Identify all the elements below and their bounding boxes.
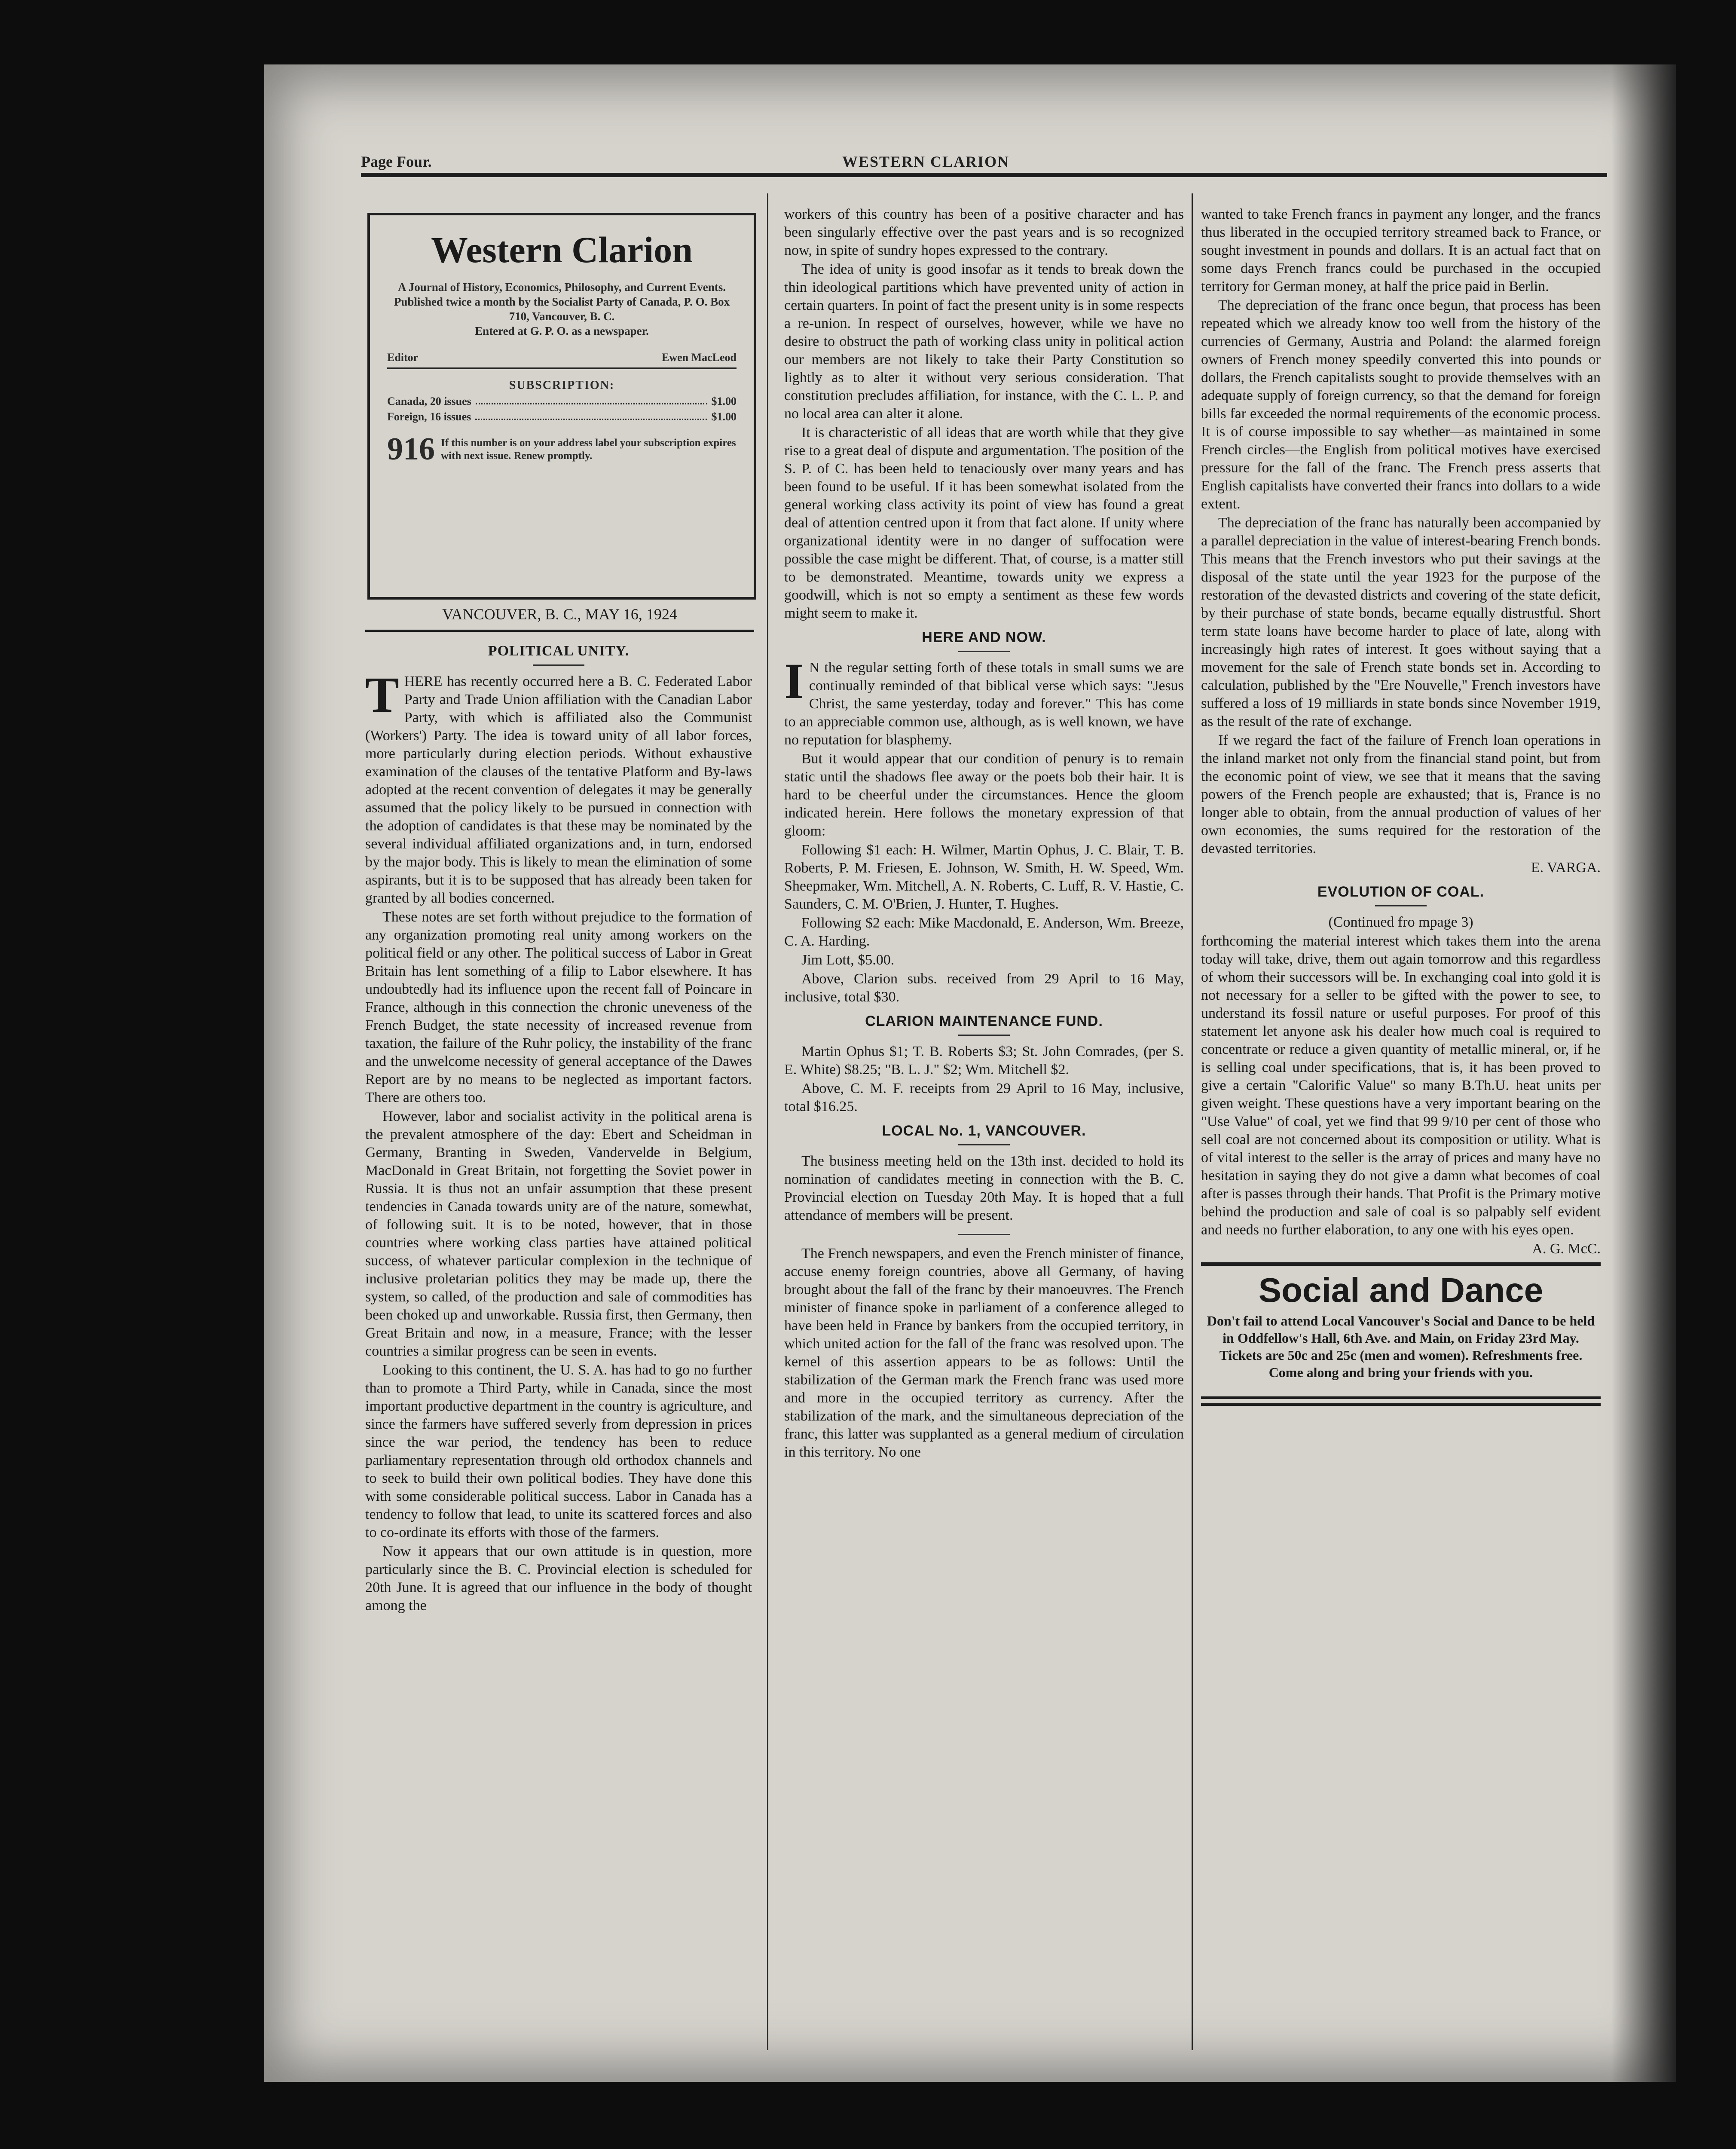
heading-rule [533,664,584,666]
renewal-notice-text: If this number is on your address label your subscription expires with next issue. Renew promptly. [441,437,736,462]
article-paragraph: These notes are set forth without prejudice to the formation of any organization promoting real unity among workers on the political field or any other. The political success of Labor in Great Britain has lent something of a filip to Labor elsewhere. It has undoubtedly had its influence upon the recent fall of Poincare in France, although in this connection the chronic uneveness of the French Budget, the state necessity of increased revenue from taxation, the failure of the Ruhr policy, the instability of the franc and the unwelcome necessity of general acceptance of the Dawes Report are by no means to be neglected as important factors. There are others too. [365,909,752,1105]
rate-label: Canada, 20 issues [387,395,471,407]
drop-cap: T [365,667,399,723]
running-head [361,153,1676,170]
masthead-subtitle: A Journal of History, Economics, Philosophy, and Current Events. [397,281,726,294]
newspaper-page [264,64,1676,2082]
editor-name: Ewen MacLeod [661,351,737,364]
article-heading-here-and-now: HERE AND NOW. [922,629,1046,646]
article-signature: E. VARGA. [1531,860,1601,876]
subscription-heading: SUBSCRIPTION: [509,379,615,392]
masthead-title: Western Clarion [431,229,693,270]
masthead-publisher: Published twice a month by the Socialist Party of Canada, P. O. Box 710, Vancouver, B. C. [394,295,730,323]
masthead-box [367,213,756,600]
dot-leader [475,410,707,420]
section-rule [1201,1396,1601,1406]
article-paragraph: It is characteristic of all ideas that are worth while that they give rise to a great deal of dispute and argumentation. The position of the S. P. of C. has been held to tenaciously over many years and has been found to be useful. If it has been somewhat isolated from the general working class activity its point of view has found a great deal of attention centred upon it from that fact alone. If unity where organizational identity were in no danger of suffocation were possible the case might be different. That, of course, is a matter still to be demonstrated. Meantime, towards unity we express a goodwill, which is not so empty a sentiment as these few words might seem to make it. [784,425,1184,621]
article-paragraph: Now it appears that our own attitude is in question, more particularly since the B. C. Provincial election is scheduled for 20th June. It is agreed that our influence in the body of thought among the [365,1543,752,1613]
social-dance-notice: Don't fail to attend Local Vancouver's Social and Dance to be held in Oddfellow's Hall, 6th Ave. and Main, on Friday 23rd May. Tickets are 50c and 25c (men and women). Refreshments free. Come along and bring your friends with you. [1207,1313,1595,1380]
article-paragraph: The depreciation of the franc has naturally been accompanied by a parallel depreciation in the value of interest-bearing French bonds. This means that the French investors who put their savings at the disposal of the state until the year 1923 for the purpose of the restoration of the devasted districts and covering of the state deficit, by their purchase of state bonds, became equally distrustful. Short term state loans have become harder to place of late, along with increasingly high rates of interest. It goes without saying that a movement for the sale of French state bonds set in. According to calculation, published by the "Ere Nouvelle," French investors have suffered a loss of 19 milliards in state bonds since November 1919, as the result of the rate of exchange. [1201,515,1601,729]
article-paragraph: If we regard the fact of the failure of French loan operations in the inland market not only from the financial stand point, but from the economic point of view, we see that it means that the saving powers of the French people are exhausted; that is, France is no longer able to obtain, from the annual production of values of her own economies, the sums required for the restoration of the devasted territories. [1201,732,1601,857]
editor-label: Editor [387,351,419,364]
donor-total: Above, C. M. F. receipts from 29 April to 16 May, inclusive, total $16.25. [784,1081,1184,1114]
heading-rule [958,1144,1010,1145]
rate-price: $1.00 [711,410,737,423]
section-rule [1201,1262,1601,1266]
paragraph-text: N the regular setting forth of these totals in small sums we are continually reminded of that biblical verse which says: "Jesus Christ, the same yesterday, today and forever." This has come to an appreciable common use, although, as is well known, we have no reputation for blasphemy. [784,660,1184,748]
rate-label: Foreign, 16 issues [387,410,471,423]
article-heading-local-no1: LOCAL No. 1, VANCOUVER. [882,1123,1086,1139]
rate-price: $1.00 [711,395,737,407]
article-paragraph: The French newspapers, and even the French minister of finance, accuse enemy foreign countries, above all Germany, of having brought about the fall of the franc by their manoeuvres. The French minister of finance spoke in parliament of a conference alleged to have been held in France by bankers from the occupied territory, in which united action for the fall of the franc was resolved upon. The kernel of this assertion appears to be as follows: Until the stabilization of the German mark the French franc was used more and more in the occupied territory as currency. After the stabilization of the mark, and the simultaneous depreciation of the franc, this latter was supplanted as a general medium of circulation in this territory. No one [784,1246,1184,1460]
subscription-rate-canada [387,395,737,408]
article-paragraph: wanted to take French francs in payment any longer, and the francs thus liberated in the occupied territory streamed back to France, or sought investment in pounds and dollars. It is an actual fact that on some days French francs could be purchased in the occupied territory for German money, at half the price paid in Berlin. [1201,206,1601,294]
paragraph-text: HERE has recently occurred here a B. C. Federated Labor Party and Trade Union affiliation with the Canadian Labor Party, with which is affiliated also the Communist (Workers') Party. The idea is toward unity of all labor forces, more particularly during election periods. Without exhaustive examination of the clauses of the tentative Platform and By-laws adopted at the recent convention of delegates it may be generally assumed that the policy likely to be pursued in connection with the adoption of candidates is that these may be nominated by the several individual affiliated organizations and, in turn, endorsed by the major body. This is likely to mean the elimination of some aspirants, but it is to be supposed that has already been taken for granted by all bodies concerned. [365,673,752,906]
donor-total: Above, Clarion subs. received from 29 April to 16 May, inclusive, total $30. [784,971,1184,1005]
continued-note: (Continued fro mpage 3) [1328,914,1473,930]
article-paragraph: But it would appear that our condition of penury is to remain static until the shadows flee away or the poets bob their hair. It is hard to be cheerful under the circumstances. Hence the gloom indicated herein. Here follows the monetary expression of that gloom: [784,751,1184,839]
column-1 [365,636,752,1616]
masthead-editor [387,351,737,369]
donor-list: Martin Ophus $1; T. B. Roberts $3; St. John Comrades, (per S. E. White) $8.25; "B. L. J." $2; Wm. Mitchell $2. [784,1044,1184,1078]
dateline-rule [365,630,754,632]
heading-rule [958,1035,1010,1036]
article-paragraph: The business meeting held on the 13th inst. decided to hold its nomination of candidates meeting in connection with the B. C. Provincial election on Tuesday 20th May. It is hoped that a full attendance of members will be present. [784,1153,1184,1223]
issue-number: 916 [387,432,435,467]
donor-list: Following $2 each: Mike Macdonald, E. Anderson, Wm. Breeze, C. A. Harding. [784,915,1184,949]
column-3 [1201,205,1601,1406]
article-heading-maintenance-fund: CLARION MAINTENANCE FUND. [865,1013,1103,1029]
masthead-entered: Entered at G. P. O. as a newspaper. [475,324,649,337]
page-folio: Page Four. [361,153,432,170]
drop-cap: I [784,653,804,709]
article-paragraph [365,667,752,907]
article-paragraph: Looking to this continent, the U. S. A. has had to go no further than to promote a Third Party, while in Canada, since the most important productive department in the country is agriculture, and since the farmers have suffered severly from depression in prices since the war period, the tendency has been to reduce parliamentary representation through old orthodox channels and to seek to build their own political bodies. They have done this with some considerable political success. Labor in Canada has a tendency to follow that lead, to unite its scattered forces and also to co-ordinate its efforts with those of the farmers. [365,1362,752,1540]
heading-rule [1375,905,1427,906]
social-dance-title: Social and Dance [1258,1271,1543,1309]
article-paragraph: workers of this country has been of a positive character and has been singularly effective over the past years and is so recognized now, in spite of sundry hopes expressed to the contrary. [784,206,1184,258]
renewal-notice [387,431,737,468]
donor-list: Following $1 each: H. Wilmer, Martin Ophus, J. C. Blair, T. B. Roberts, P. M. Friesen, E. Johnson, W. Smith, H. W. Speed, Wm. Sheepmaker, Wm. Mitchell, A. N. Roberts, C. Luff, R. V. Hastie, C. Saunders, C. M. O'Brien, J. Hunter, T. Hughes. [784,842,1184,912]
section-rule [958,1234,1010,1235]
article-heading-evolution-of-coal: EVOLUTION OF COAL. [1317,884,1485,900]
column-rule [1192,193,1193,2050]
running-head-title: WESTERN CLARION [842,153,1010,170]
column-rule [767,193,768,2050]
header-rule [361,173,1607,177]
dateline: VANCOUVER, B. C., MAY 16, 1924 [442,606,677,623]
article-paragraph: forthcoming the material interest which takes them into the arena today will take, drive, them out again tomorrow and this regardless of whom their successors will be. In exchanging coal into gold it is not necessary for a seller to be gifted with the power to see, to understand its fossil nature or useful purposes. For proof of this statement let anyone ask his dealer how much coal is required to concentrate or reduce a given quantity of metallic mineral, or, if he is selling coal under specifications, that is, it has been proved to give a certain "Calorific Value" so many B.Th.U. heat units per given weight. These questions have a very important bearing on the "Use Value" of coal, yet we find that 99 9/10 per cent of those who sell coal are not concerned about its composition or utility. What is of vital interest to the seller is the array of prices and many have no hesitation in saying they do not give a damn what becomes of coal after is passes through their hands. That Profit is the Primary motive behind the production and sale of coal is so palpably self evident and needs no further elaboration, to any one with his eyes open. [1201,933,1601,1238]
subscription-rate-foreign [387,410,737,423]
article-paragraph [784,653,1184,749]
article-paragraph: The depreciation of the franc once begun, that process has been repeated which we already know too well from the history of the currencies of Germany, Austria and Poland: the alarmed foreign owners of French money speedily converted this into pounds or dollars, the French capitalists sought to provide themselves with an adequate supply of foreign currency, so that the demand for foreign bills far exceeded the normal requirements of the economic process. It is of course impossible to say whether—as maintained in some French circles—the English from political motives have exercised pressure for the fall of the franc. The French press asserts that English capitalists have converted their francs into dollars to a wide extent. [1201,297,1601,512]
article-paragraph: However, labor and socialist activity in the political arena is the prevalent atmosphere of the day: Ebert and Scheidman in Germany, Branting in Sweden, Vandervelde in Belgium, MacDonald in Great Britain, not forgetting the Soviet power in Russia. It is thus not an unfair assumption that these present tendencies in Canada towards unity are of the nature, somewhat, of following suit. It is to be noted, however, that in those countries where working class parties have attained political success, of whatever particular complexion in the technique of inclusive proletarian politics they may be made up, there the system, so called, of the production and sale of commodities has been choked up and unworkable. Russia first, then Germany, then Great Britain and now, in a measure, France; with the lesser countries a similar progress can be seen in events. [365,1108,752,1359]
article-heading-political-unity: POLITICAL UNITY. [488,643,630,659]
article-paragraph: The idea of unity is good insofar as it tends to break down the thin ideological partitions which have prevented unity of action in certain quarters. In point of fact the present unity is in some respects a re-union. In respect of ourselves, however, while we have no desire to obstruct the path of working class unity in political action our members are not likely to take their Party Constitution so lightly as to alter it without very serious consideration. That constitution precludes affiliation, for instance, with the C. L. P. and no local area can alter it alone. [784,261,1184,422]
heading-rule [958,651,1010,652]
article-signature: A. G. McC. [1532,1241,1601,1257]
donor-list: Jim Lott, $5.00. [801,952,895,968]
dot-leader [476,395,707,404]
column-2 [784,205,1184,1462]
